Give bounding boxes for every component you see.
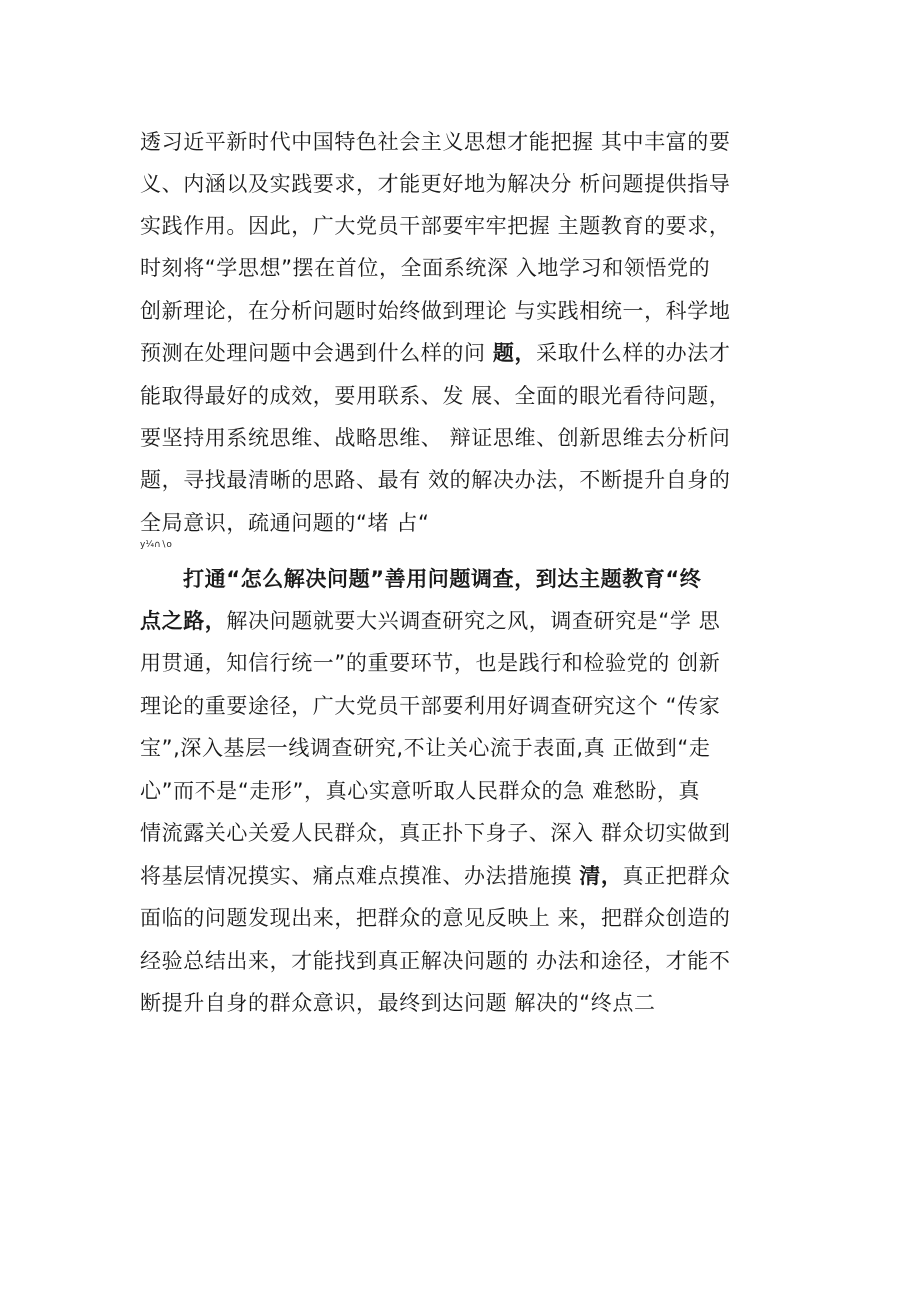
text-segment: 真正把群众 [622, 864, 731, 888]
text-line: 题，寻找最清晰的思路、最有 效的解决办法，不断提升自身的 [140, 468, 731, 492]
text-segment: 采取什么样的办法才 [536, 341, 731, 365]
text-line: 用贯通，知信行统一”的重要环节，也是践行和检验党的 创新 [140, 651, 721, 675]
text-line: 能取得最好的成效，要用联系、发 展、全面的眼光看待问题， [140, 384, 731, 408]
text-segment: 解决问题就要大兴调查研究之风，调查研究是“学 思 [226, 609, 721, 633]
bold-text-segment: 题， [492, 341, 537, 365]
text-line: 宝”,深入基层一线调查研究,不让关心流于表面,真 正做到“走 [140, 736, 711, 760]
text-line: 实践作用。因此，广大党员干部要牢牢把握 主题教育的要求， [140, 214, 731, 238]
text-line [140, 335, 785, 371]
text-line: 断提升自身的群众意识，最终到达问题 解决的“终点二 [140, 991, 656, 1015]
text-line: 情流露关心关爱人民群众，真正扑下身子、深入 群众切实做到 [140, 821, 731, 845]
bold-text-segment: 点之路， [140, 609, 227, 633]
text-line: 透习近平新时代中国特色社会主义思想才能把握 其中丰富的要 [140, 130, 731, 154]
text-line: 时刻将“学思想”摆在首位，全面系统深 入地学习和领悟党的 [140, 256, 711, 280]
text-line: 理论的重要途径，广大党员干部要利用好调查研究这个 “传家 [140, 694, 721, 718]
section-heading-line: 打通“怎么解决问题”善用问题调查，到达主题教育“终 [183, 567, 702, 591]
text-line: 要坚持用系统思维、战略思维、 辩证思维、创新思维去分析问 [140, 426, 731, 450]
bold-text-segment: 清， [579, 864, 623, 888]
text-line: 全局意识，疏通问题的“堵 占“ [140, 511, 430, 535]
marginal-note: y¼∩∖o [140, 540, 172, 550]
text-line [140, 858, 785, 894]
text-segment: 预测在处理问题中会遇到什么样的问 [140, 341, 493, 365]
text-line: 心”而不是“走形”，真心实意听取人民群众的急 难愁盼，真 [140, 779, 701, 803]
text-line: 面临的问题发现出来，把群众的意见反映上 来，把群众创造的 [140, 906, 731, 930]
text-line: 经验总结出来，才能找到真正解决问题的 办法和途径，才能不 [140, 949, 731, 973]
text-line: 创新理论，在分析问题时始终做到理论 与实践相统一，科学地 [140, 299, 731, 323]
text-segment: 将基层情况摸实、痛点难点摸准、办法措施摸 [140, 864, 580, 888]
text-line [140, 603, 785, 639]
text-line: 义、内涵以及实践要求，才能更好地为解决分 析问题提供指导 [140, 172, 731, 196]
